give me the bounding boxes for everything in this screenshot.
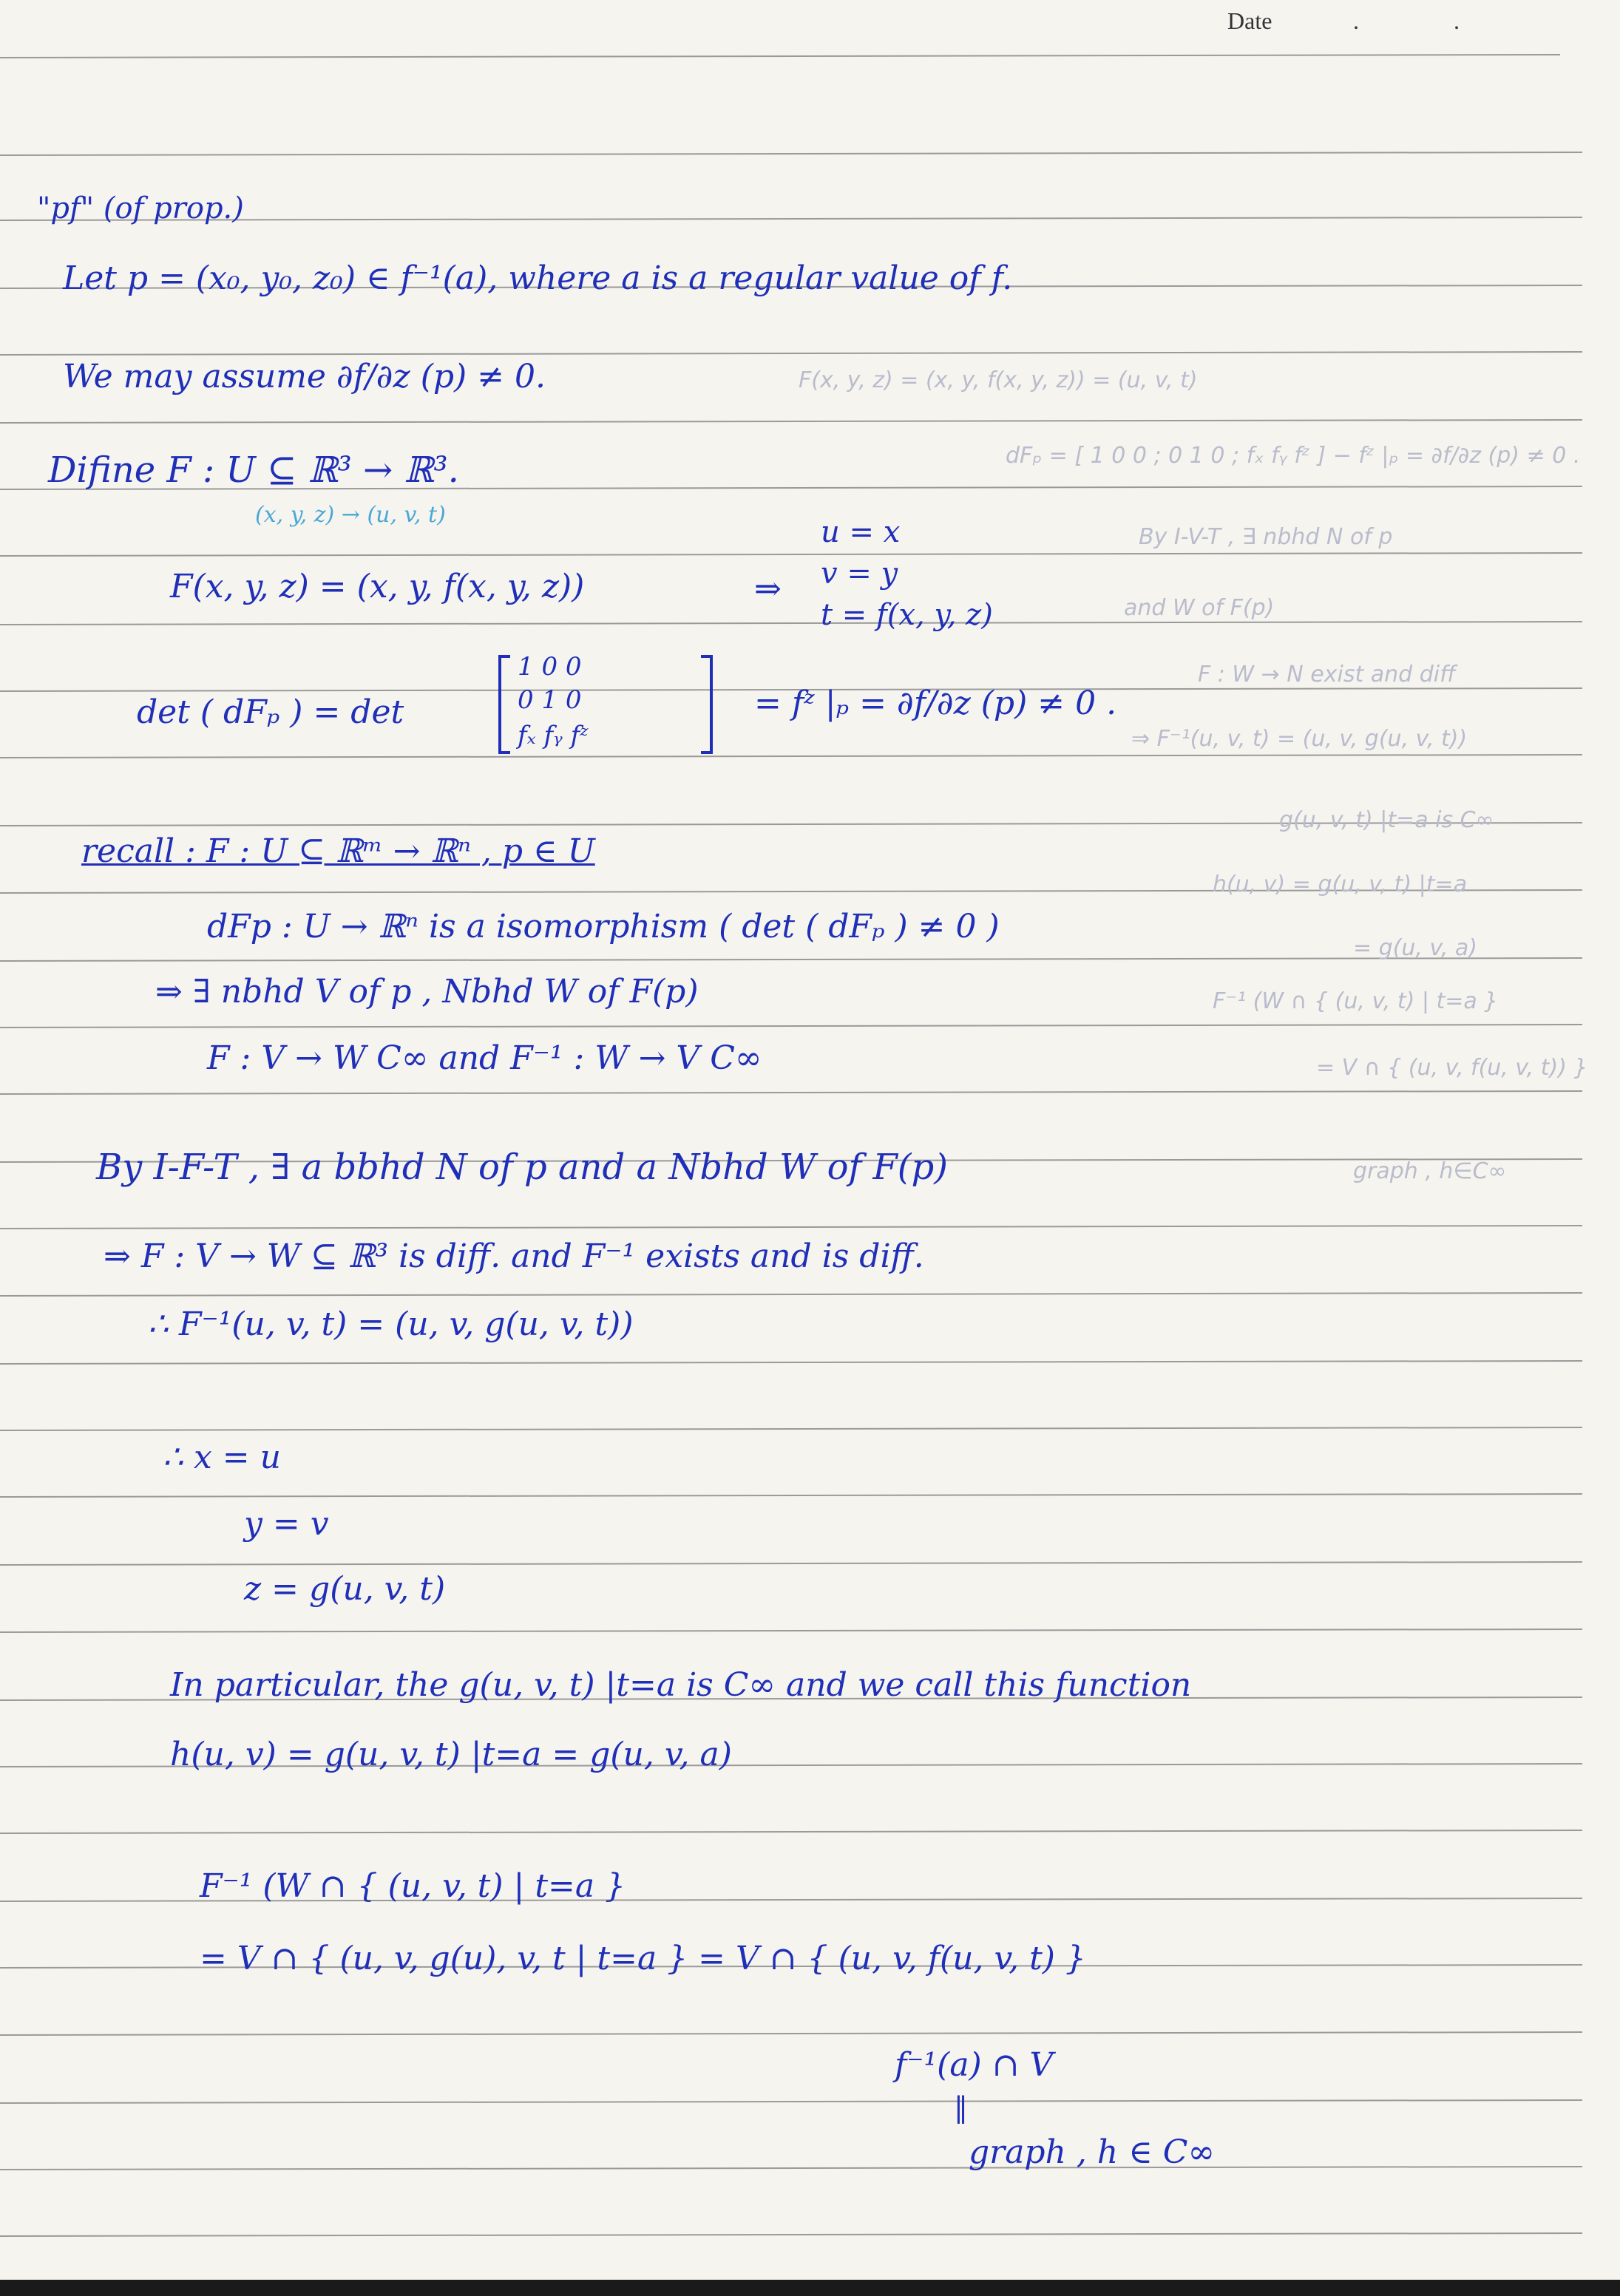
line-equals-mark: ‖ xyxy=(954,2091,968,2124)
faint-note-12: graph , h∈C∞ xyxy=(1353,1158,1507,1184)
faint-note-9: = g(u, v, a) xyxy=(1353,935,1477,961)
line-F-Cinf: F : V → W C∞ and F⁻¹ : W → V C∞ xyxy=(207,1039,762,1077)
line-define-F: Difine F : U ⊆ ℝ³ → ℝ³. xyxy=(48,449,459,491)
faint-note-7: g(u, v, t) |t=a is C∞ xyxy=(1279,807,1494,833)
matrix-row-2: 0 1 0 xyxy=(518,685,582,715)
line-graph: graph , h ∈ C∞ xyxy=(969,2133,1216,2171)
eq-t: t = f(x, y, z) xyxy=(821,598,993,632)
implies-arrow: ⇒ xyxy=(754,570,782,608)
line-f-inv-a: f⁻¹(a) ∩ V xyxy=(895,2046,1054,2084)
line-F-inverse: ∴ F⁻¹(u, v, t) = (u, v, g(u, v, t)) xyxy=(148,1305,634,1343)
line-F-def: F(x, y, z) = (x, y, f(x, y, z)) xyxy=(170,568,585,605)
line-in-particular: In particular, the g(u, v, t) |t=a is C∞ and we call this function xyxy=(170,1666,1192,1704)
eq-u: u = x xyxy=(821,515,901,549)
faint-note-5: F : W → N exist and diff xyxy=(1198,662,1456,687)
faint-note-6: ⇒ F⁻¹(u, v, t) = (u, v, g(u, v, t)) xyxy=(1131,726,1468,752)
line-IFT: By I-F-T , ∃ a bbhd N of p and a Nbhd W of F(p) xyxy=(96,1147,948,1188)
line-y-eq-v: y = v xyxy=(244,1505,329,1543)
line-coords-map: (x, y, z) → (u, v, t) xyxy=(255,502,446,528)
line-preimage-eq: = V ∩ { (u, v, g(u), v, t | t=a } = V ∩ { (u, v, f(u, v, t) } xyxy=(200,1940,1086,1977)
line-recall: recall : F : U ⊆ ℝᵐ → ℝⁿ , p ∈ U xyxy=(81,832,595,870)
line-let-p: Let p = (x₀, y₀, z₀) ∈ f⁻¹(a), where a is a regular value of f. xyxy=(63,259,1013,297)
faint-note-1: F(x, y, z) = (x, y, f(x, y, z)) = (u, v, t) xyxy=(799,367,1198,393)
faint-note-11: = V ∩ { (u, v, f(u, v, t)) } xyxy=(1316,1055,1588,1081)
date-dots: . . xyxy=(1353,7,1504,34)
line-assume: We may assume ∂f/∂z (p) ≠ 0. xyxy=(63,358,546,395)
line-dFp-iso: dFp : U → ℝⁿ is a isomorphism ( det ( dFₚ ) ≠ 0 ) xyxy=(207,908,1000,945)
line-h-def: h(u, v) = g(u, v, t) |t=a = g(u, v, a) xyxy=(170,1736,732,1773)
bottom-edge xyxy=(0,2280,1620,2296)
line-x-eq-u: ∴ x = u xyxy=(163,1439,281,1476)
matrix-row-3: fₓ fᵧ fᶻ xyxy=(518,721,589,750)
faint-note-8: h(u, v) = g(u, v, t) |t=a xyxy=(1213,872,1468,897)
matrix-row-1: 1 0 0 xyxy=(518,652,582,682)
line-det-dF: det ( dFₚ ) = det xyxy=(137,693,404,731)
line-z-eq-g: z = g(u, v, t) xyxy=(244,1570,446,1608)
line-det-result: = fᶻ |ₚ = ∂f/∂z (p) ≠ 0 . xyxy=(754,685,1117,722)
date-label: Date xyxy=(1227,7,1272,34)
eq-v: v = y xyxy=(821,557,898,591)
line-diff: ⇒ F : V → W ⊆ ℝ³ is diff. and F⁻¹ exists and is diff. xyxy=(104,1237,924,1275)
line-preimage: F⁻¹ (W ∩ { (u, v, t) | t=a } xyxy=(200,1867,626,1905)
proof-heading: "pf" (of prop.) xyxy=(37,191,244,225)
faint-note-2: dFₚ = [ 1 0 0 ; 0 1 0 ; fₓ fᵧ fᶻ ] − fᶻ |ₚ = ∂f/∂z (p) ≠ 0 . xyxy=(1006,443,1581,469)
faint-note-3: By I-V-T , ∃ nbhd N of p xyxy=(1139,524,1393,550)
line-nbhd: ⇒ ∃ nbhd V of p , Nbhd W of F(p) xyxy=(155,973,699,1011)
faint-note-10: F⁻¹ (W ∩ { (u, v, t) | t=a } xyxy=(1213,988,1499,1014)
faint-note-4: and W of F(p) xyxy=(1124,595,1275,621)
